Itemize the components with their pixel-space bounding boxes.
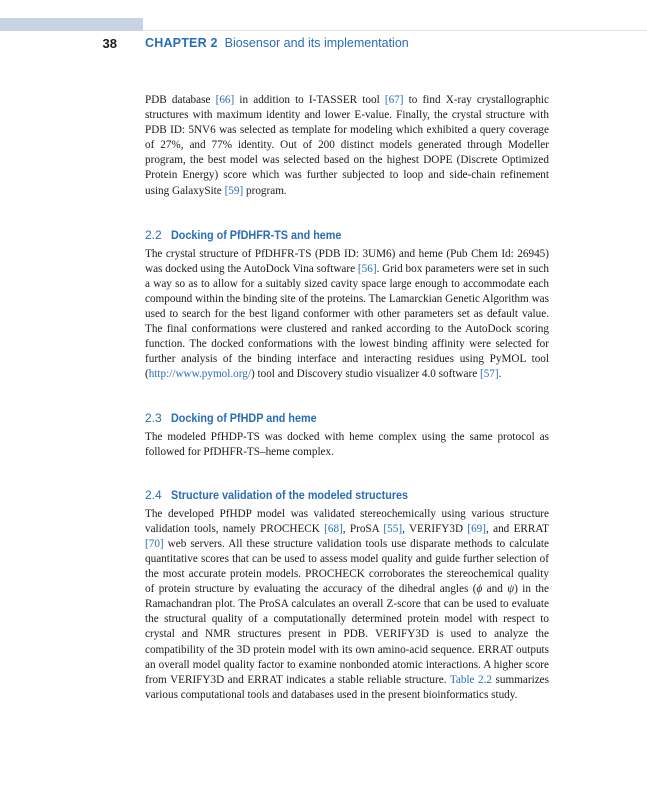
citation-56[interactable]: [56] (357, 262, 377, 275)
citation-59[interactable]: [59] (224, 184, 244, 197)
running-header (0, 36, 647, 52)
citation-67[interactable]: [67] (384, 94, 404, 106)
section-number: 2.2 (145, 227, 162, 242)
section-heading-2-3 (145, 411, 549, 425)
text-run: ) tool and Discovery studio visualizer 4.0 software (250, 368, 480, 381)
page-number: 38 (102, 36, 117, 51)
paragraph-2-4 (145, 507, 549, 703)
text-run: , ProSA (342, 522, 384, 535)
text-run: , and ERRAT (486, 522, 549, 535)
text-run: and (482, 583, 508, 596)
section-heading-2-2 (145, 228, 549, 242)
text-run: . Grid box parameters were set in such a way so as to allow for a suitably sized cavity space large enough to accommodate each compound within the binding site of the proteins. The Lamarckian Genetic Algorithm was used to search for the best ligand conformer with other parameters set as default value. The final conformations were clustered and ranked according to the AutoDock scoring function. The docked conformations with the lowest binding affinity were selected for further analysis of the binding interface and interacting residues using PyMOL tool ( (145, 262, 550, 381)
header-accent-bar (0, 18, 143, 31)
text-run: web servers. All these structure validation tools use disparate methods to calculate quantitative scores that can be used to assess model quality and guide further selection of the most accurate protein models. PROCHECK corroborates the stereochemical quality of protein structure by evaluating the accuracy of the dihedral angles ( (145, 537, 549, 596)
table-2-2-link[interactable]: Table 2.2 (449, 673, 493, 686)
citation-57[interactable]: [57] (479, 368, 499, 381)
text-run: The developed PfHDP model was validated stereochemically using various structure validation tools, namely PROCHECK (145, 507, 549, 535)
text-run: to find X-ray crystallographic structures with maximum identity and lower E-value. Finally, the crystal structure with PDB ID: 5NV6 was selected as template for modeling which exhibited a query coverage of 27%, and 77% identity. Out of 200 distinct models generated through Modeller program, the best model was selected based on the highest DOPE (Discrete Optimized Protein Energy) score which was further subjected to loop and side-chain refinement using GalaxySite (145, 94, 550, 197)
section-title: Docking of PfDHFR-TS and heme (170, 227, 342, 242)
chapter-label: CHAPTER 2 (145, 36, 218, 50)
paragraph-1 (145, 93, 549, 199)
text-run: , VERIFY3D (402, 522, 468, 535)
pymol-link[interactable]: http://www.pymol.org/ (148, 368, 251, 381)
text-run: ) in the Ramachandran plot. The ProSA calculates an overall Z-score that can be used to evaluate the structural quality of a computationally determined protein model with respect to crystal and NMR structures present in PDB. VERIFY3D is used to analyze the compatibility of the 3D protein model with its own amino-acid sequence. ERRAT outputs an overall model quality factor to examine nonbonded atomic interactions. A higher score from VERIFY3D and ERRAT indicates a stable reliable structure. (145, 583, 549, 686)
text-run: summarizes various computational tools and databases used in the present bioinformatics study. (145, 673, 549, 701)
text-run: PDB database (145, 94, 216, 106)
citation-70[interactable]: [70] (145, 537, 164, 550)
citation-68[interactable]: [68] (324, 522, 343, 535)
header-rule (143, 30, 647, 31)
citation-69[interactable]: [69] (467, 522, 486, 535)
page-content (145, 93, 549, 703)
text-run: in addition to I-TASSER tool (234, 94, 385, 106)
section-number: 2.3 (145, 410, 162, 425)
chapter-heading (145, 36, 409, 50)
psi-symbol: ψ (507, 583, 515, 596)
text-run: . (498, 368, 502, 381)
phi-symbol: ϕ (476, 583, 483, 596)
paragraph-2-2 (145, 247, 549, 383)
chapter-title: Biosensor and its implementation (224, 36, 409, 50)
citation-66[interactable]: [66] (215, 94, 235, 106)
section-number: 2.4 (145, 487, 162, 502)
citation-55[interactable]: [55] (383, 522, 403, 535)
section-title: Structure validation of the modeled structures (170, 487, 408, 502)
section-title: Docking of PfHDP and heme (170, 410, 317, 425)
section-heading-2-4 (145, 488, 549, 502)
text-run: The crystal structure of PfDHFR-TS (PDB ID: 3UM6) and heme (Pub Chem Id: 26945) was docked using the AutoDock Vina software (145, 247, 549, 275)
text-run: program. (243, 184, 287, 197)
paragraph-2-3: The modeled PfHDP-TS was docked with heme complex using the same protocol as followed for PfDHFR-TS–heme complex. (145, 430, 549, 458)
